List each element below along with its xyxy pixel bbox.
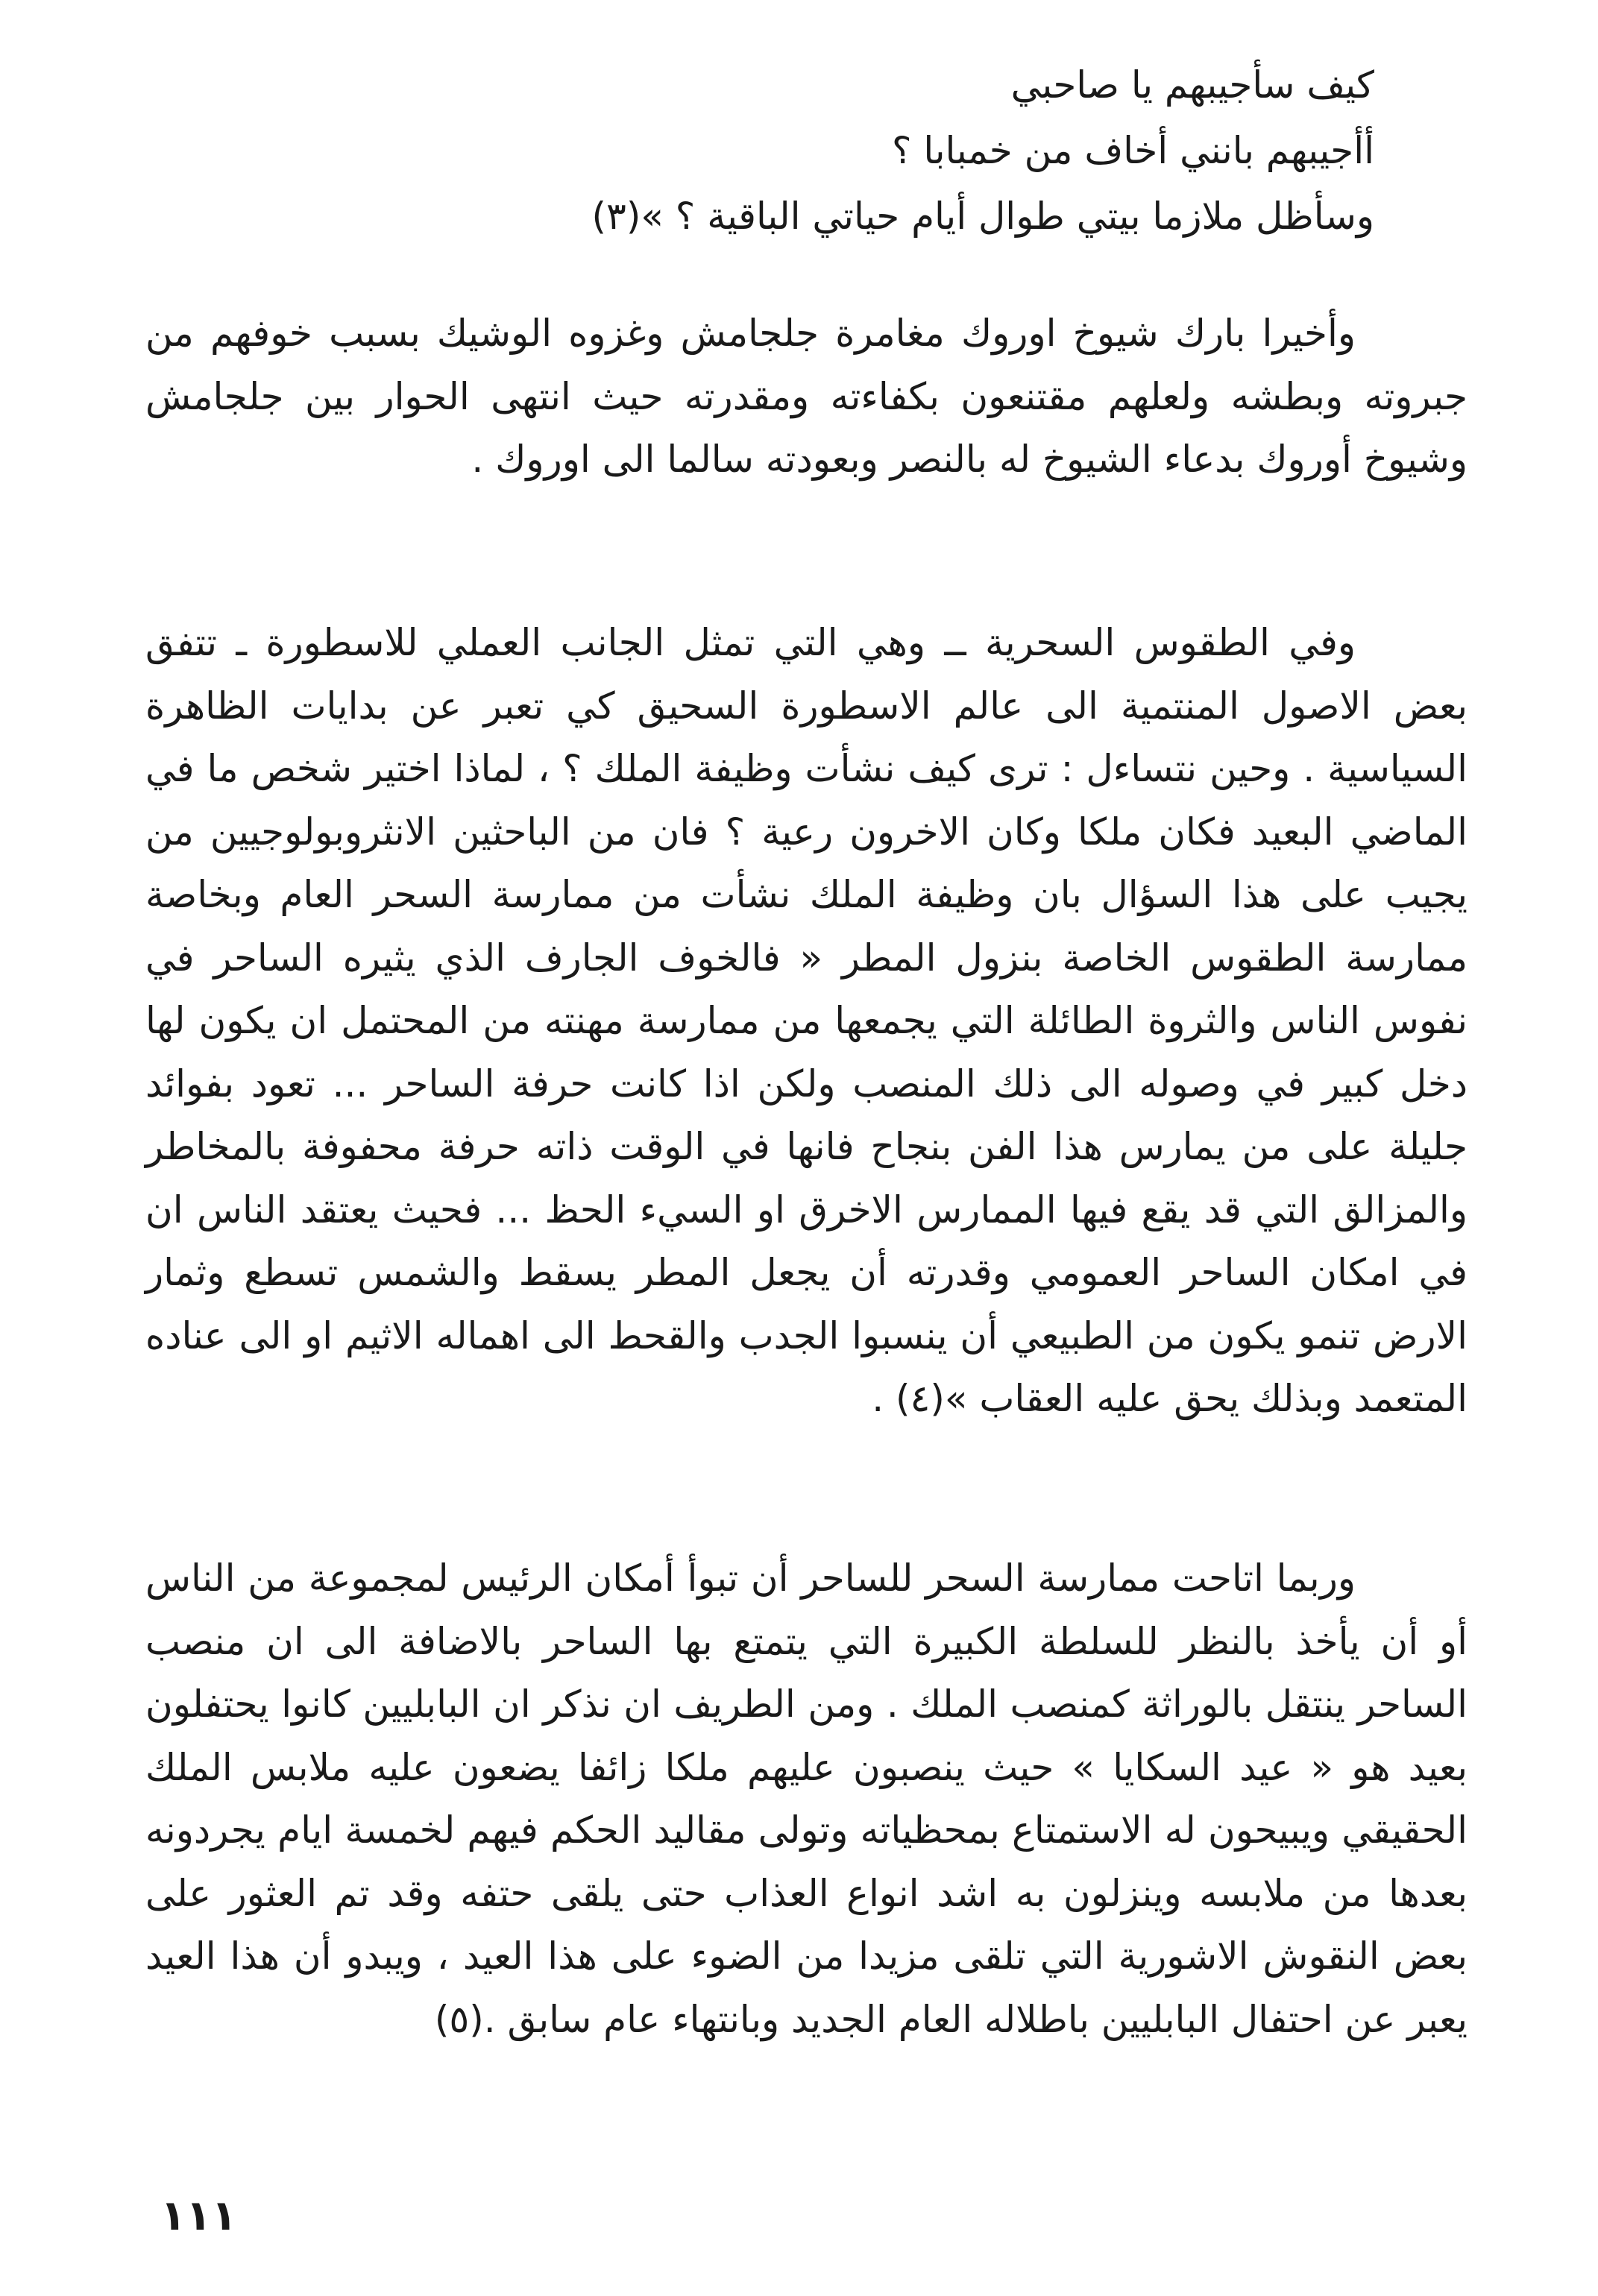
paragraph: وأخيرا بارك شيوخ اوروك مغامرة جلجامش وغزوه الوشيك بسبب خوفهم من جبروته وبطشه ولعلهم مقتنعون بكفاءته ومقدرته حيث انتهى الحوار بين جلجامش وشيوخ أوروك بدعاء الشيوخ له بالنصر وبعودته سالما الى اوروك . xyxy=(145,312,1468,481)
verse-line: كيف سأجيبهم يا صاحبي xyxy=(1010,63,1374,107)
verse-line: وسأظل ملازما بيتي طوال أيام حياتي الباقية ؟ »(٣) xyxy=(591,195,1374,238)
verse-line: أأجيبهم بانني أخاف من خمبابا ؟ xyxy=(891,129,1374,172)
page-number: ١١١ xyxy=(160,2192,237,2240)
verse-block xyxy=(418,52,1374,249)
paragraph: وفي الطقوس السحرية ــ وهي التي تمثل الجانب العملي للاسطورة ـ تتفق بعض الاصول المنتمية الى عالم الاسطورة السحيق كي تعبر عن بدايات الظاهرة السياسية . وحين نتساءل : ترى كيف نشأت وظيفة الملك ؟ ، لماذا اختير شخص ما في الماضي البعيد فكان ملكا وكان الاخرون رعية ؟ فان من الباحثين الانثروبولوجيين من يجيب على هذا السؤال بان وظيفة الملك نشأت من ممارسة السحر العام وبخاصة ممارسة الطقوس الخاصة بنزول المطر « فالخوف الجارف الذي يثيره الساحر في نفوس الناس والثروة الطائلة التي يجمعها من ممارسة مهنته من المحتمل ان يكون لها دخل كبير في وصوله الى ذلك المنصب ولكن اذا كانت حرفة الساحر ... تعود بفوائد جليلة على من يمارس هذا الفن بنجاح فانها في الوقت ذاته حرفة محفوفة بالمخاطر والمزالق التي قد يقع فيها الممارس الاخرق او السيء الحظ ... فحيث يعتقد الناس ان في امكان الساحر العمومي وقدرته أن يجعل المطر يسقط والشمس تسطع وثمار الارض تنمو يكون من الطبيعي أن ينسبوا الجدب والقحط الى اهماله الاثيم او الى عناده المتعمد وبذلك يحق عليه العقاب »(٤) . xyxy=(145,621,1468,1420)
paragraph: وربما اتاحت ممارسة السحر للساحر أن تبوأ أمكان الرئيس لمجموعة من الناس أو أن يأخذ بالنظر للسلطة الكبيرة التي يتمتع بها الساحر بالاضافة الى ان منصب الساحر ينتقل بالوراثة كمنصب الملك . ومن الطريف ان نذكر ان البابليين كانوا يحتفلون بعيد هو « عيد السكايا » حيث ينصبون عليهم ملكا زائفا يضعون عليه ملابس الملك الحقيقي ويبيحون له الاستمتاع بمحظياته وتولى مقاليد الحكم فيهم لخمسة ايام يجردونه بعدها من ملابسه وينزلون به اشد انواع العذاب حتى يلقى حتفه وقد تم العثور على بعض النقوش الاشورية التي تلقى مزيدا من الضوء على هذا العيد ، ويبدو أن هذا العيد يعبر عن احتفال البابليين باطلاله العام الجديد وبانتهاء عام سابق .(٥) xyxy=(145,1557,1468,2041)
